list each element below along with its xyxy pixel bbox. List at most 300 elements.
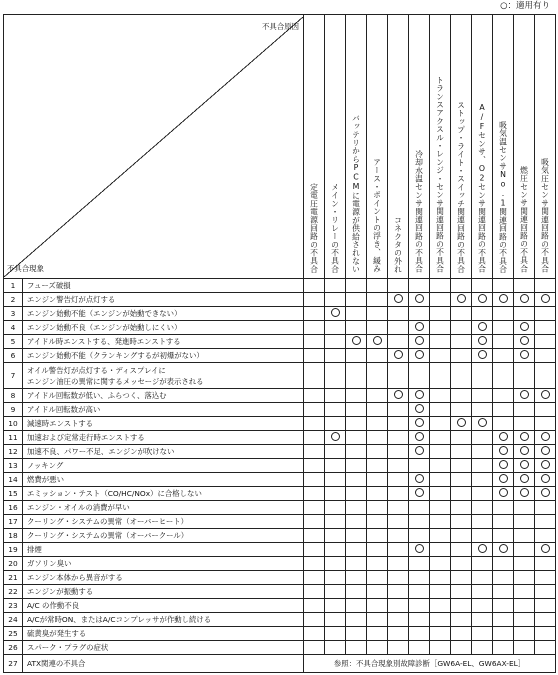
matrix-cell xyxy=(388,501,409,515)
matrix-cell xyxy=(514,473,535,487)
matrix-cell xyxy=(346,417,367,431)
matrix-cell xyxy=(472,293,493,307)
matrix-cell xyxy=(346,293,367,307)
matrix-cell xyxy=(304,363,325,389)
row-number: 21 xyxy=(4,571,23,585)
matrix-cell xyxy=(304,641,325,655)
matrix-cell xyxy=(325,627,346,641)
matrix-cell xyxy=(325,445,346,459)
matrix-cell xyxy=(430,293,451,307)
matrix-cell xyxy=(451,529,472,543)
matrix-cell xyxy=(430,321,451,335)
matrix-cell xyxy=(514,487,535,501)
symptom-cell: 硫黄臭が発生する xyxy=(23,627,304,641)
matrix-cell xyxy=(472,321,493,335)
matrix-cell xyxy=(535,403,556,417)
cause-label: バッテリからPCMに電源が供給されない xyxy=(351,113,361,273)
matrix-cell xyxy=(388,557,409,571)
cause-header-12 xyxy=(535,15,556,279)
matrix-cell xyxy=(430,459,451,473)
cause-label: ストップ・ライト・スイッチ関連回路の不具合 xyxy=(456,100,466,273)
matrix-cell xyxy=(409,627,430,641)
matrix-cell xyxy=(493,321,514,335)
row-number: 2 xyxy=(4,293,23,307)
matrix-cell xyxy=(493,403,514,417)
matrix-cell xyxy=(451,403,472,417)
matrix-cell xyxy=(493,529,514,543)
matrix-cell xyxy=(409,529,430,543)
matrix-cell xyxy=(472,515,493,529)
legend: ○：適用有り xyxy=(500,1,550,11)
matrix-cell xyxy=(304,627,325,641)
symptom-cell: 減速時エンストする xyxy=(23,417,304,431)
matrix-cell xyxy=(304,349,325,363)
table-row xyxy=(4,459,556,473)
matrix-cell xyxy=(325,335,346,349)
matrix-cell xyxy=(535,431,556,445)
matrix-cell xyxy=(325,403,346,417)
header-corner xyxy=(4,15,304,279)
matrix-cell xyxy=(451,293,472,307)
applicable-mark-icon xyxy=(520,446,529,455)
applicable-mark-icon xyxy=(352,336,361,345)
matrix-cell xyxy=(430,487,451,501)
applicable-mark-icon xyxy=(520,460,529,469)
matrix-cell xyxy=(325,307,346,321)
table-row xyxy=(4,473,556,487)
applicable-mark-icon xyxy=(457,294,466,303)
table-row xyxy=(4,403,556,417)
matrix-cell xyxy=(346,321,367,335)
matrix-cell xyxy=(388,515,409,529)
matrix-cell xyxy=(493,445,514,459)
row-number: 1 xyxy=(4,279,23,293)
matrix-cell xyxy=(451,557,472,571)
matrix-cell xyxy=(535,307,556,321)
row-number: 26 xyxy=(4,641,23,655)
matrix-cell xyxy=(304,473,325,487)
matrix-cell xyxy=(304,459,325,473)
table-row xyxy=(4,389,556,403)
matrix-cell xyxy=(325,459,346,473)
matrix-cell xyxy=(367,641,388,655)
matrix-cell xyxy=(472,445,493,459)
matrix-cell xyxy=(430,363,451,389)
applicable-mark-icon xyxy=(415,336,424,345)
table-row xyxy=(4,641,556,655)
cause-label: 吸気温センサNo.1関連回路の不具合 xyxy=(498,120,508,273)
matrix-cell xyxy=(388,321,409,335)
matrix-cell xyxy=(367,543,388,557)
matrix-cell xyxy=(304,389,325,403)
matrix-cell xyxy=(535,529,556,543)
matrix-cell xyxy=(493,515,514,529)
matrix-cell xyxy=(430,613,451,627)
matrix-cell xyxy=(451,417,472,431)
matrix-cell xyxy=(325,599,346,613)
matrix-cell xyxy=(325,501,346,515)
matrix-cell xyxy=(325,473,346,487)
matrix-cell xyxy=(535,487,556,501)
table-row xyxy=(4,613,556,627)
applicable-mark-icon xyxy=(499,460,508,469)
matrix-cell xyxy=(493,641,514,655)
applicable-mark-icon xyxy=(499,474,508,483)
matrix-cell xyxy=(409,349,430,363)
matrix-cell xyxy=(367,293,388,307)
matrix-cell xyxy=(535,627,556,641)
matrix-cell xyxy=(367,363,388,389)
matrix-cell xyxy=(388,349,409,363)
matrix-cell xyxy=(493,571,514,585)
applicable-mark-icon xyxy=(541,474,550,483)
applicable-mark-icon xyxy=(520,390,529,399)
symptom-axis-label: 不具合現象 xyxy=(7,263,44,273)
matrix-cell xyxy=(451,627,472,641)
table-row xyxy=(4,515,556,529)
matrix-cell xyxy=(409,599,430,613)
matrix-cell xyxy=(514,403,535,417)
cause-axis-label: 不具合原因 xyxy=(262,21,299,31)
matrix-cell xyxy=(514,293,535,307)
applicable-mark-icon xyxy=(499,446,508,455)
cause-header-8 xyxy=(451,15,472,279)
matrix-cell xyxy=(493,627,514,641)
symptom-cell: 加速不良、パワー不足、エンジンが吹けない xyxy=(23,445,304,459)
table-row xyxy=(4,321,556,335)
matrix-cell xyxy=(409,279,430,293)
matrix-cell xyxy=(409,445,430,459)
matrix-cell xyxy=(493,585,514,599)
matrix-cell xyxy=(367,473,388,487)
matrix-cell xyxy=(409,307,430,321)
matrix-cell xyxy=(367,389,388,403)
matrix-cell xyxy=(325,641,346,655)
applicable-mark-icon xyxy=(331,432,340,441)
matrix-cell xyxy=(514,335,535,349)
matrix-cell xyxy=(493,599,514,613)
matrix-cell xyxy=(325,417,346,431)
matrix-cell xyxy=(409,613,430,627)
symptom-cell: エンジンが振動する xyxy=(23,585,304,599)
matrix-cell xyxy=(535,473,556,487)
applicable-mark-icon xyxy=(415,432,424,441)
matrix-cell xyxy=(535,641,556,655)
matrix-cell xyxy=(388,363,409,389)
matrix-cell xyxy=(367,571,388,585)
table-row xyxy=(4,585,556,599)
matrix-cell xyxy=(514,529,535,543)
cause-label: 吸気圧センサ関連回路の不具合 xyxy=(540,158,550,273)
applicable-mark-icon xyxy=(499,294,508,303)
matrix-cell xyxy=(493,307,514,321)
table-row xyxy=(4,501,556,515)
matrix-cell xyxy=(430,515,451,529)
matrix-cell xyxy=(409,459,430,473)
matrix-cell xyxy=(304,445,325,459)
matrix-cell xyxy=(388,487,409,501)
applicable-mark-icon xyxy=(415,474,424,483)
matrix-cell xyxy=(346,627,367,641)
cause-header-7 xyxy=(430,15,451,279)
symptom-cell: エンジン・オイルの消費が早い xyxy=(23,501,304,515)
matrix-cell xyxy=(514,389,535,403)
table-row xyxy=(4,543,556,557)
matrix-cell xyxy=(472,543,493,557)
applicable-mark-icon xyxy=(520,322,529,331)
matrix-cell xyxy=(346,349,367,363)
matrix-cell xyxy=(493,501,514,515)
matrix-cell xyxy=(304,585,325,599)
matrix-cell xyxy=(514,641,535,655)
matrix-cell xyxy=(409,389,430,403)
applicable-mark-icon xyxy=(415,446,424,455)
matrix-cell xyxy=(346,613,367,627)
applicable-mark-icon xyxy=(520,350,529,359)
matrix-cell xyxy=(346,335,367,349)
applicable-mark-icon xyxy=(499,488,508,497)
symptom-cell: エンジン本体から異音がする xyxy=(23,571,304,585)
matrix-cell xyxy=(409,487,430,501)
matrix-cell xyxy=(430,417,451,431)
matrix-cell xyxy=(367,417,388,431)
matrix-cell xyxy=(451,515,472,529)
matrix-cell xyxy=(388,641,409,655)
matrix-cell xyxy=(346,599,367,613)
matrix-cell xyxy=(451,571,472,585)
applicable-mark-icon xyxy=(520,474,529,483)
symptom-cell: フューズ破損 xyxy=(23,279,304,293)
applicable-mark-icon xyxy=(499,544,508,553)
matrix-cell xyxy=(304,307,325,321)
row-number: 20 xyxy=(4,557,23,571)
matrix-cell xyxy=(514,431,535,445)
applicable-mark-icon xyxy=(394,350,403,359)
row-number: 17 xyxy=(4,515,23,529)
applicable-mark-icon xyxy=(499,432,508,441)
cause-label: トランスアクスル・レンジ・センサ関連回路の不具合 xyxy=(435,76,445,273)
matrix-cell xyxy=(451,335,472,349)
symptom-cell: スパーク・プラグの症状 xyxy=(23,641,304,655)
matrix-cell xyxy=(535,613,556,627)
cause-label: A/Fセンサ、O2センサ関連回路の不具合 xyxy=(477,103,487,273)
matrix-cell xyxy=(451,459,472,473)
matrix-cell xyxy=(430,543,451,557)
matrix-cell xyxy=(367,307,388,321)
matrix-cell xyxy=(304,293,325,307)
table-row xyxy=(4,571,556,585)
matrix-cell xyxy=(535,557,556,571)
matrix-cell xyxy=(535,445,556,459)
row-number: 12 xyxy=(4,445,23,459)
symptom-cell: クーリング・システムの異常（オーバーヒート） xyxy=(23,515,304,529)
matrix-cell xyxy=(304,557,325,571)
matrix-cell xyxy=(409,321,430,335)
applicable-mark-icon xyxy=(415,322,424,331)
matrix-cell xyxy=(451,641,472,655)
matrix-cell xyxy=(451,279,472,293)
matrix-cell xyxy=(304,599,325,613)
matrix-cell xyxy=(451,431,472,445)
applicable-mark-icon xyxy=(457,418,466,427)
symptom-cell: アイドル回転数が高い xyxy=(23,403,304,417)
matrix-cell xyxy=(514,417,535,431)
applicable-mark-icon xyxy=(373,336,382,345)
matrix-cell xyxy=(325,585,346,599)
matrix-cell xyxy=(388,529,409,543)
matrix-cell xyxy=(325,279,346,293)
matrix-cell xyxy=(514,613,535,627)
applicable-mark-icon xyxy=(520,488,529,497)
applicable-mark-icon xyxy=(541,488,550,497)
symptom-cell: エミッション・テスト（CO/HC/NOx）に合格しない xyxy=(23,487,304,501)
matrix-cell xyxy=(367,613,388,627)
matrix-cell xyxy=(472,279,493,293)
matrix-cell xyxy=(451,473,472,487)
table-row xyxy=(4,293,556,307)
matrix-cell xyxy=(430,529,451,543)
row-number: 8 xyxy=(4,389,23,403)
matrix-cell xyxy=(346,445,367,459)
matrix-cell xyxy=(493,363,514,389)
row-number: 5 xyxy=(4,335,23,349)
matrix-cell xyxy=(367,487,388,501)
matrix-cell xyxy=(388,627,409,641)
matrix-cell xyxy=(346,307,367,321)
symptom-cell: 燃費が悪い xyxy=(23,473,304,487)
matrix-cell xyxy=(346,389,367,403)
matrix-cell xyxy=(304,403,325,417)
row-number: 4 xyxy=(4,321,23,335)
applicable-mark-icon xyxy=(541,294,550,303)
matrix-cell xyxy=(367,557,388,571)
matrix-cell xyxy=(346,571,367,585)
matrix-cell xyxy=(514,321,535,335)
matrix-cell xyxy=(430,403,451,417)
matrix-cell xyxy=(388,571,409,585)
matrix-cell xyxy=(430,641,451,655)
matrix-cell xyxy=(535,599,556,613)
table-row xyxy=(4,335,556,349)
matrix-cell xyxy=(472,417,493,431)
matrix-cell xyxy=(472,335,493,349)
matrix-cell xyxy=(325,321,346,335)
matrix-cell xyxy=(325,349,346,363)
table-row xyxy=(4,627,556,641)
matrix-cell xyxy=(409,473,430,487)
applicable-mark-icon xyxy=(478,350,487,359)
matrix-cell xyxy=(388,403,409,417)
symptom-cell: アイドル回転数が低い、ふらつく、落込む xyxy=(23,389,304,403)
applicable-mark-icon xyxy=(415,404,424,413)
matrix-cell xyxy=(451,389,472,403)
matrix-cell xyxy=(346,501,367,515)
matrix-cell xyxy=(514,571,535,585)
matrix-cell xyxy=(493,613,514,627)
symptom-cell: オイル警告灯が点灯する・ディスプレイに エンジン油圧の異常に関するメッセージが表示される xyxy=(23,363,304,389)
matrix-cell xyxy=(451,349,472,363)
row-number: 14 xyxy=(4,473,23,487)
applicable-mark-icon xyxy=(478,418,487,427)
cause-label: 冷却水温センサ関連回路の不具合 xyxy=(414,150,424,273)
row-number: 27 xyxy=(4,655,23,673)
row-number: 15 xyxy=(4,487,23,501)
matrix-cell xyxy=(388,585,409,599)
matrix-cell xyxy=(304,613,325,627)
matrix-cell xyxy=(451,501,472,515)
matrix-cell xyxy=(304,279,325,293)
matrix-cell xyxy=(493,389,514,403)
matrix-cell xyxy=(472,363,493,389)
matrix-cell xyxy=(346,431,367,445)
table-row xyxy=(4,349,556,363)
matrix-cell xyxy=(346,641,367,655)
matrix-cell xyxy=(430,389,451,403)
matrix-cell xyxy=(367,515,388,529)
matrix-cell xyxy=(493,335,514,349)
applicable-mark-icon xyxy=(478,322,487,331)
matrix-cell xyxy=(346,473,367,487)
matrix-cell xyxy=(346,557,367,571)
applicable-mark-icon xyxy=(415,294,424,303)
applicable-mark-icon xyxy=(541,460,550,469)
row-number: 10 xyxy=(4,417,23,431)
matrix-cell xyxy=(304,571,325,585)
matrix-cell xyxy=(388,417,409,431)
table-row xyxy=(4,445,556,459)
matrix-cell xyxy=(388,389,409,403)
matrix-cell xyxy=(472,627,493,641)
matrix-cell xyxy=(409,363,430,389)
applicable-mark-icon xyxy=(415,390,424,399)
matrix-cell xyxy=(325,543,346,557)
matrix-cell xyxy=(325,613,346,627)
matrix-cell xyxy=(325,293,346,307)
matrix-cell xyxy=(535,459,556,473)
table-row xyxy=(4,363,556,389)
symptom-cell: 加速および定常走行時エンストする xyxy=(23,431,304,445)
matrix-cell xyxy=(409,431,430,445)
matrix-cell xyxy=(388,445,409,459)
matrix-cell xyxy=(367,403,388,417)
matrix-cell xyxy=(472,389,493,403)
cause-header-2 xyxy=(325,15,346,279)
matrix-cell xyxy=(430,335,451,349)
applicable-mark-icon xyxy=(394,390,403,399)
matrix-cell xyxy=(514,627,535,641)
applicable-mark-icon xyxy=(520,294,529,303)
table-row xyxy=(4,431,556,445)
matrix-cell xyxy=(472,459,493,473)
matrix-cell xyxy=(409,557,430,571)
matrix-cell xyxy=(451,599,472,613)
matrix-cell xyxy=(367,585,388,599)
matrix-cell xyxy=(535,293,556,307)
matrix-cell xyxy=(367,599,388,613)
row-number: 24 xyxy=(4,613,23,627)
matrix-cell xyxy=(514,557,535,571)
matrix-cell xyxy=(409,501,430,515)
matrix-cell xyxy=(451,307,472,321)
matrix-cell xyxy=(430,585,451,599)
matrix-cell xyxy=(388,431,409,445)
row-number: 23 xyxy=(4,599,23,613)
matrix-cell xyxy=(535,321,556,335)
applicable-mark-icon xyxy=(541,432,550,441)
symptom-cell: エンジン始動不能（クランキングするが初爆がない） xyxy=(23,349,304,363)
matrix-cell xyxy=(493,459,514,473)
cause-header-6 xyxy=(409,15,430,279)
